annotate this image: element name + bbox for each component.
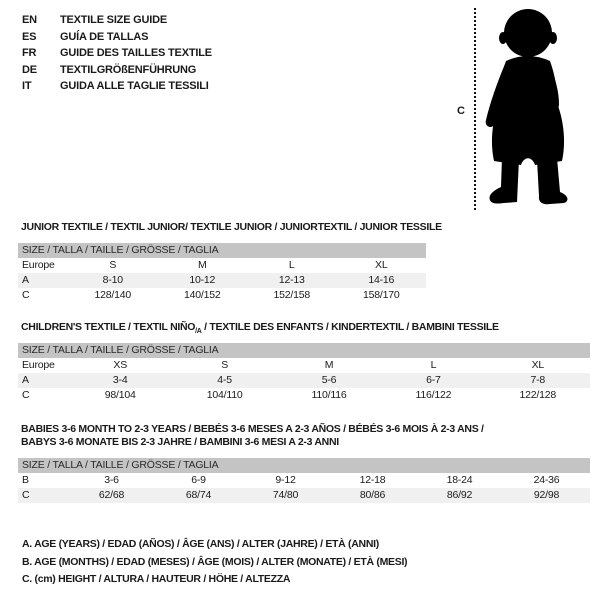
height-cell: 104/110 [206,389,243,401]
size-cell: M [197,259,207,271]
size-cell: S [109,259,117,271]
language-code: DE [22,63,37,76]
age-cell: 18-24 [446,474,473,486]
babies-size-table [18,458,590,503]
children-title-post: / TEXTILE DES ENFANTS / KINDERTEXTIL / BAMBINI TESSILE [201,321,499,333]
language-row-de [22,62,212,79]
language-title: GUÍA DE TALLAS [60,30,149,43]
size-cell: XS [113,359,127,371]
table-row [18,373,590,388]
size-header-bar: SIZE / TALLA / TAILLE / GRÖSSE / TAGLIA [18,243,426,258]
legend-notes [22,536,407,589]
baby-silhouette-icon [480,7,580,211]
size-cell: XL [531,359,545,371]
children-title-sub: /A [195,328,202,336]
age-cell: 24-36 [533,474,560,486]
age-cell: 4-5 [217,374,232,386]
height-cell: 86/92 [446,489,473,501]
row-label: A [22,374,29,386]
age-cell: 14-16 [368,274,395,286]
height-cell: 68/74 [185,489,212,501]
height-dotted-line [474,8,476,210]
height-cell: 140/152 [183,289,221,301]
language-row-es [22,29,212,46]
row-label: C [22,389,30,401]
children-title-pre: CHILDREN'S TEXTILE / TEXTIL NIÑO [21,321,196,333]
age-cell: 6-7 [426,374,441,386]
height-cell: 62/68 [98,489,125,501]
row-label: A [22,274,29,286]
language-row-fr [22,45,212,62]
height-cell: 110/116 [311,389,347,401]
age-cell: 8-10 [102,274,123,286]
babies-title-line1: BABIES 3-6 MONTH TO 2-3 YEARS / BEBÉS 3-6 MESES A 2-3 AÑOS / BÉBÉS 3-6 MOIS À 2-3 ANS / [21,423,484,435]
language-title-list [22,12,212,95]
age-cell: 9-12 [275,474,296,486]
height-cell: 128/140 [94,289,132,301]
table-row [18,358,590,373]
junior-size-table [18,243,426,303]
age-cell: 12-18 [359,474,386,486]
babies-table-title [21,423,484,449]
children-size-table [18,343,590,403]
age-cell: 3-6 [104,474,119,486]
legend-note-a: A. AGE (YEARS) / EDAD (AÑOS) / ÂGE (ANS) / ALTER (JAHRE) / ETÀ (ANNI) [22,538,379,550]
age-cell: 12-13 [278,274,305,286]
row-label: B [22,474,29,486]
size-cell: XL [375,259,388,271]
size-header-bar: SIZE / TALLA / TAILLE / GRÖSSE / TAGLIA [18,343,590,358]
children-table-title [21,321,499,338]
age-cell: 7-8 [530,374,546,386]
row-label: C [22,489,30,501]
age-cell: 6-9 [191,474,206,486]
legend-note-b: B. AGE (MONTHS) / EDAD (MESES) / ÂGE (MOIS) / ALTER (MONATE) / ETÀ (MESI) [22,555,408,568]
table-row [18,288,426,303]
height-marker-label: C [457,105,465,117]
language-code: EN [22,14,37,26]
height-cell: 98/104 [104,389,136,401]
table-row [18,473,590,488]
language-title: TEXTILE SIZE GUIDE [60,14,168,26]
height-cell: 122/128 [519,389,557,401]
height-cell: 80/86 [359,489,386,501]
language-row-it [22,78,212,95]
table-row [18,273,426,288]
table-row [18,488,590,503]
height-cell: 92/98 [533,489,560,501]
height-cell: 152/158 [273,289,311,301]
table-row [18,388,590,403]
table-row [18,258,426,273]
legend-note-c: C. (cm) HEIGHT / ALTURA / HAUTEUR / HÖHE / ALTEZZA [22,573,291,585]
language-code: FR [22,47,37,59]
height-cell: 116/122 [415,389,452,401]
language-title: TEXTILGRÖßENFÜHRUNG [60,63,197,76]
language-title: GUIDA ALLE TAGLIE TESSILI [60,80,209,92]
junior-table-title: JUNIOR TEXTILE / TEXTIL JUNIOR/ TEXTILE JUNIOR / JUNIORTEXTIL / JUNIOR TESSILE [21,221,442,233]
size-cell: S [221,359,228,371]
language-row-en [22,12,212,29]
size-cell: L [288,259,295,271]
size-cell: M [324,359,334,371]
babies-title-line2: BABYS 3-6 MONATE BIS 2-3 JAHRE / BAMBINI 3-6 MESI A 2-3 ANNI [21,436,339,448]
language-code: IT [22,80,32,92]
age-cell: 3-4 [112,374,128,386]
row-label: Europe [22,259,55,271]
age-cell: 10-12 [189,274,216,286]
row-label: C [22,289,30,301]
height-cell: 158/170 [362,289,400,301]
height-cell: 74/80 [272,489,299,501]
row-label: Europe [22,359,55,371]
language-title: GUIDE DES TAILLES TEXTILE [60,47,212,59]
language-code: ES [22,30,37,43]
age-cell: 5-6 [321,374,337,386]
size-cell: L [430,359,437,371]
size-header-bar: SIZE / TALLA / TAILLE / GRÖSSE / TAGLIA [18,458,590,473]
